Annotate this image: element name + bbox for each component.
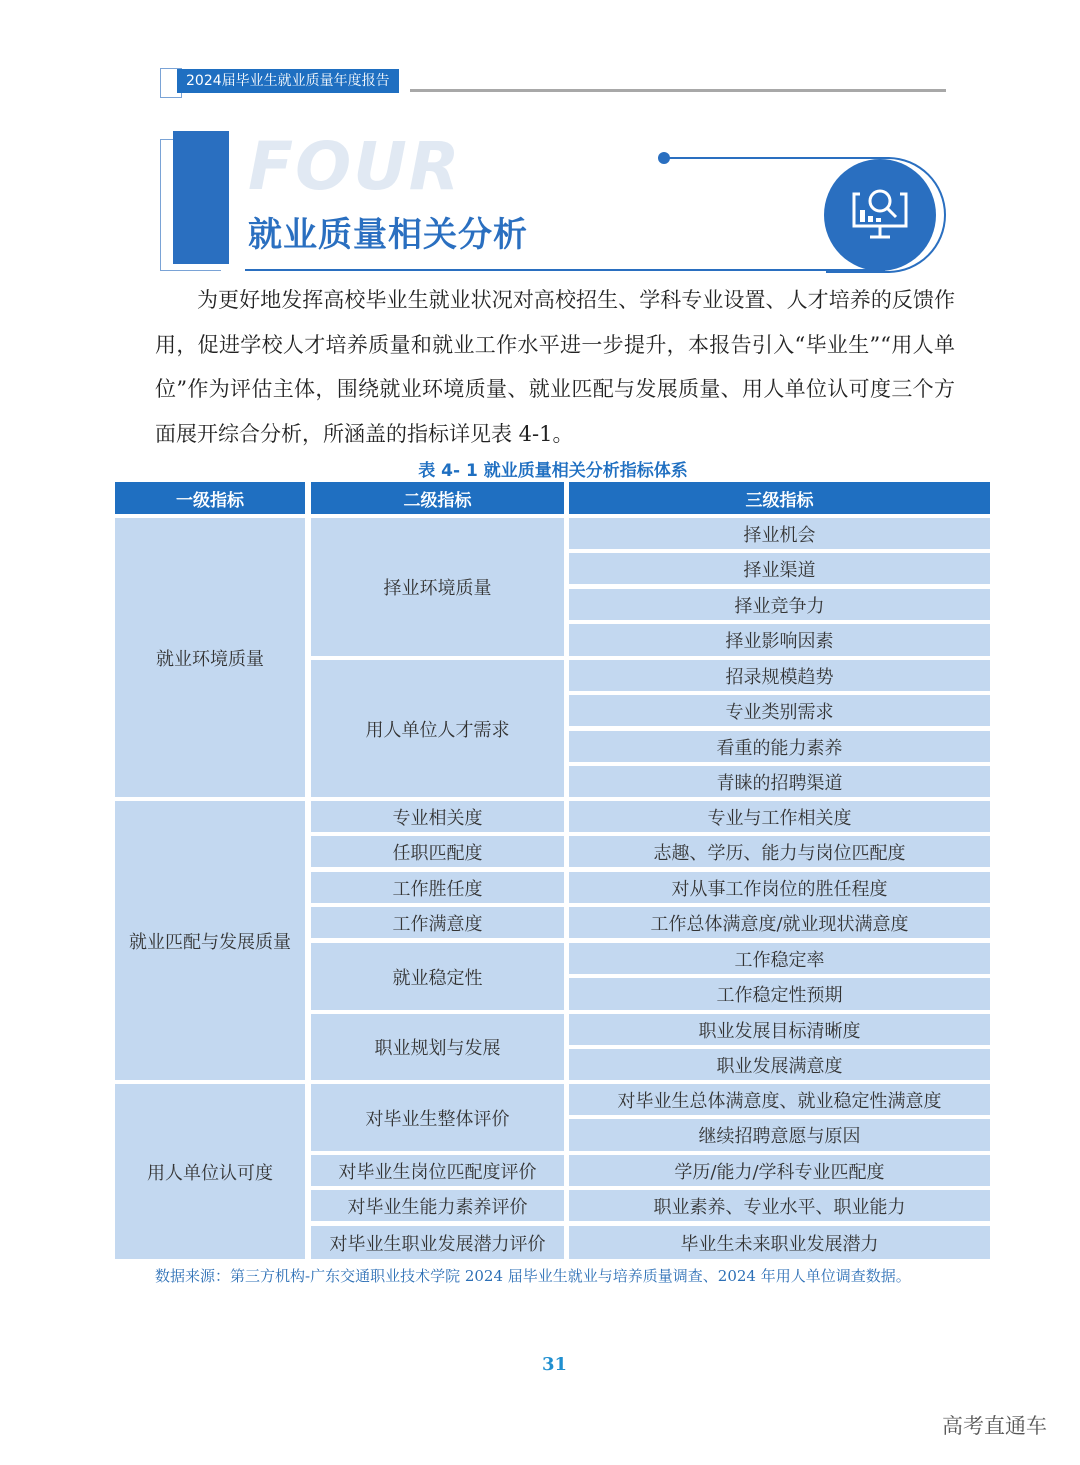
level2-cell: 工作满意度	[311, 907, 564, 938]
table-header-level3: 三级指标	[569, 482, 990, 514]
section-underline	[245, 269, 885, 271]
level3-cell: 对从事工作岗位的胜任程度	[569, 872, 990, 903]
level3-cell: 职业素养、专业水平、职业能力	[569, 1190, 990, 1221]
header-rule	[410, 89, 946, 92]
level3-cell: 对毕业生总体满意度、就业稳定性满意度	[569, 1084, 990, 1115]
level2-cell: 专业相关度	[311, 801, 564, 832]
level2-cell: 对毕业生职业发展潜力评价	[311, 1226, 564, 1259]
section-title: 就业质量相关分析	[248, 215, 528, 255]
level2-cell: 任职匹配度	[311, 836, 564, 867]
level3-cell: 择业渠道	[569, 553, 990, 584]
intro-paragraph: 为更好地发挥高校毕业生就业状况对高校招生、学科专业设置、人才培养的反馈作用，促进学校人才培养质量和就业工作水平进一步提升，本报告引入“毕业生”“用人单位”作为评估主体，围绕就业环境质量、就业匹配与发展质量、用人单位认可度三个方面展开综合分析，所涵盖的指标详见表 4-1。	[155, 288, 955, 446]
level3-cell: 择业竞争力	[569, 589, 990, 620]
level3-cell: 志趣、学历、能力与岗位匹配度	[569, 836, 990, 867]
level2-cell: 用人单位人才需求	[311, 660, 564, 797]
report-title: 2024届毕业生就业质量年度报告	[177, 69, 399, 93]
level2-cell: 对毕业生岗位匹配度评价	[311, 1155, 564, 1186]
level1-cell: 就业环境质量	[115, 518, 305, 797]
level3-cell: 专业与工作相关度	[569, 801, 990, 832]
level3-cell: 看重的能力素养	[569, 731, 990, 762]
level2-cell: 工作胜任度	[311, 872, 564, 903]
page-number: 31	[542, 1354, 568, 1375]
level2-cell: 就业稳定性	[311, 943, 564, 1010]
level3-cell: 学历/能力/学科专业匹配度	[569, 1155, 990, 1186]
level3-cell: 毕业生未来职业发展潜力	[569, 1226, 990, 1259]
level3-cell: 择业影响因素	[569, 624, 990, 656]
level3-cell: 职业发展满意度	[569, 1049, 990, 1080]
level3-cell: 工作总体满意度/就业现状满意度	[569, 907, 990, 938]
level3-cell: 职业发展目标清晰度	[569, 1014, 990, 1045]
section-block	[173, 131, 229, 264]
table-header-level2: 二级指标	[311, 482, 564, 514]
level3-cell: 工作稳定率	[569, 943, 990, 974]
level2-cell: 对毕业生能力素养评价	[311, 1190, 564, 1221]
level3-cell: 工作稳定性预期	[569, 978, 990, 1010]
level3-cell: 继续招聘意愿与原因	[569, 1119, 990, 1151]
level3-cell: 招录规模趋势	[569, 660, 990, 691]
level2-cell: 择业环境质量	[311, 518, 564, 656]
table-caption: 表 4- 1 就业质量相关分析指标体系	[418, 461, 688, 481]
analytics-monitor-icon	[850, 186, 910, 244]
section-number-word: FOUR	[248, 128, 462, 205]
data-source-note: 数据来源：第三方机构-广东交通职业技术学院 2024 届毕业生就业与培养质量调查、2024 年用人单位调查数据。	[155, 1267, 911, 1285]
section-icon-badge	[824, 159, 936, 271]
table-header-level1: 一级指标	[115, 482, 305, 514]
level2-cell: 对毕业生整体评价	[311, 1084, 564, 1151]
level3-cell: 择业机会	[569, 518, 990, 549]
level1-cell: 就业匹配与发展质量	[115, 801, 305, 1080]
level2-cell: 职业规划与发展	[311, 1014, 564, 1080]
watermark: 高考直通车	[942, 1414, 1047, 1438]
level1-cell: 用人单位认可度	[115, 1084, 305, 1259]
level3-cell: 专业类别需求	[569, 695, 990, 726]
level3-cell: 青睐的招聘渠道	[569, 766, 990, 797]
